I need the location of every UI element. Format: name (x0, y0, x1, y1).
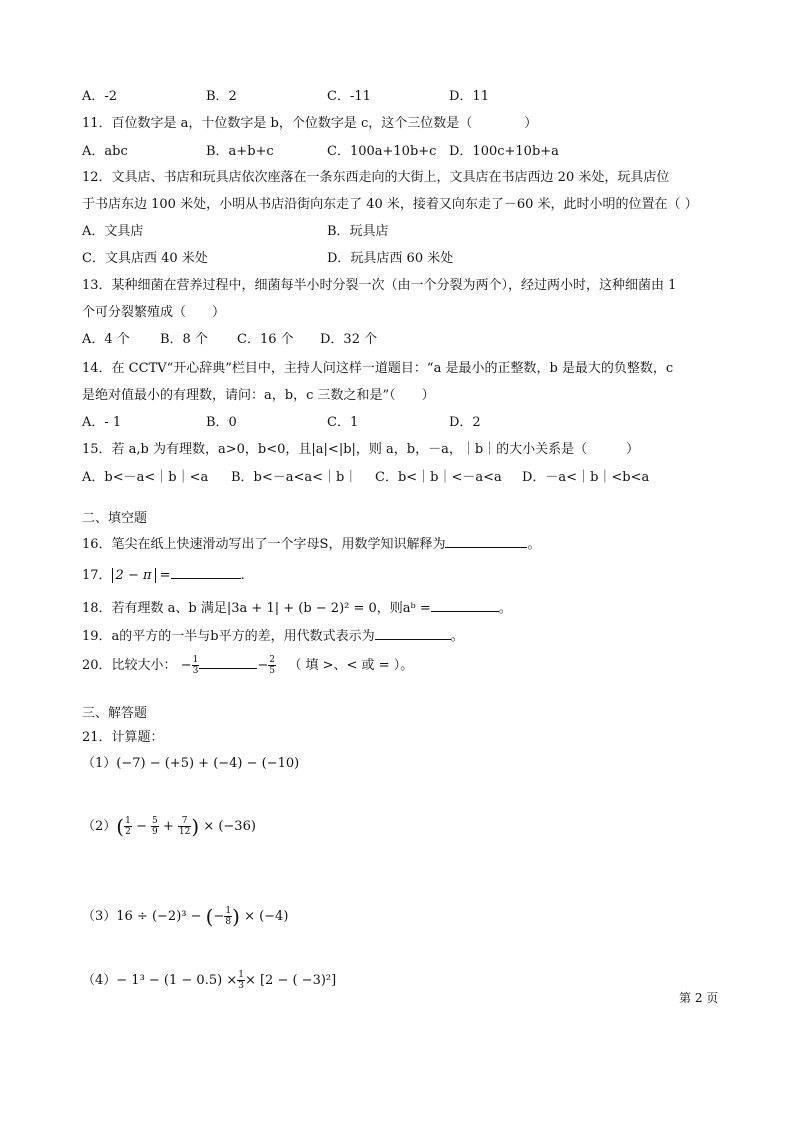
q10-option-c: C．-11 (327, 89, 371, 104)
q18-text: 18．若有理数 a、b 满足|3a + 1| + (b − 2)² = 0，则aᵇ = (82, 601, 431, 616)
q10-option-d: D．11 (449, 89, 489, 104)
q12-option-b: B．玩具店 (327, 224, 389, 239)
q15-option-c: C．b<｜b｜<－a<a (375, 470, 502, 485)
q20-fraction-2-denominator: 5 (269, 666, 275, 676)
q17: 17． 2 − π = . (82, 568, 245, 583)
q21-part-3-label: （3）16 ÷ (−2)³ − (82, 909, 202, 924)
q20 (82, 655, 413, 676)
q16-end: 。 (527, 537, 541, 552)
q20-fraction-1-denominator: 3 (192, 666, 199, 676)
q15-option-b: B．b<－a<a<｜b｜ (231, 470, 358, 485)
q19-answer-blank[interactable] (375, 627, 451, 640)
q15-option-a: A．b<－a<｜b｜<a (82, 470, 209, 485)
q21-part-1: （1）(−7) − (+5) + (−4) − (−10) (82, 756, 300, 771)
q18-end: 。 (498, 601, 512, 616)
q21-part-2: （2）( $\frac{1}{2}$ − $\frac{5}{9}$ + $\frac{7}{12}$ ) × (−36) (82, 814, 256, 839)
q21-part-3: （3）16 ÷ (−2)³ − (− $\frac{1}{8}$ ) × (−4) (82, 904, 289, 929)
q10-option-b: B．2 (206, 89, 237, 104)
q13-option-d: D．32 个 (320, 332, 378, 347)
q14-line-2: 是绝对值最小的有理数，请问：a，b，c 三数之和是”（ ） (82, 388, 435, 403)
q13-option-a: A．4 个 (82, 332, 130, 347)
q13-line-2: 个可分裂繁殖成（ ） (82, 305, 226, 320)
q21-part-3-tail: × (−4) (244, 909, 289, 924)
q21-part-4-tail: × [2 − ( −3)²] (244, 973, 337, 988)
q13-option-b: B．8 个 (160, 332, 208, 347)
q17-expression: 2 − π (112, 568, 156, 583)
q20-fraction-1-numerator: 1 (192, 655, 199, 665)
q12-line-2: 于书店东边 100 米处，小明从书店沿街向东走了 40 米，接着又向东走了－60 米，此时小明的位置在（ ） (82, 197, 698, 212)
q14-option-a: A．- 1 (82, 415, 122, 430)
q21-part-4-label: （4）− 1³ − (1 − 0.5) × (82, 973, 238, 988)
q12-line-1: 12．文具店、书店和玩具店依次座落在一条东西走向的大街上，文具店在书店西边 20 米处，玩具店位 (82, 170, 670, 185)
q14-option-c: C．1 (327, 415, 359, 430)
q21-part-4: （4）− 1³ − (1 − 0.5) × $\frac{1}{3}$ × [2 − ( −3)²] (82, 970, 337, 991)
q12-option-d: D．玩具店西 60 米处 (327, 251, 454, 266)
q21-stem: 21．计算题： (82, 730, 164, 745)
q12-option-c: C．文具店西 40 米处 (82, 251, 208, 266)
section-title-fill-in: 二、填空题 (82, 511, 148, 526)
q12-option-a: A．文具店 (82, 224, 144, 239)
q11-stem: 11．百位数字是 a，十位数字是 b，个位数字是 c，这个三位数是（ ） (82, 116, 538, 131)
q14-option-b: B．0 (206, 415, 237, 430)
q15-stem: 15．若 a,b 为有理数，a>0，b<0，且|a|<|b|，则 a，b，－a，｜b｜的大小关系是（ ） (82, 442, 640, 457)
q21-part-2-label: （2） (82, 819, 117, 834)
q17-answer-blank[interactable] (171, 566, 241, 579)
q14-line-1: 14．在 CCTV“开心辞典”栏目中，主持人问这样一道题目：“a 是最小的正整数，b 是最大的负整数，c (82, 361, 674, 376)
q20-note: （ 填 >、< 或 = ）。 (288, 658, 414, 673)
q11-option-a: A．abc (82, 144, 128, 159)
page-number: 第 2 页 (679, 991, 719, 1005)
q18-answer-blank[interactable] (431, 599, 499, 612)
q20-fraction-2-numerator: 2 (269, 655, 275, 665)
q19-text: 19．a的平方的一半与b平方的差，用代数式表示为 (82, 629, 375, 644)
q14-option-d: D．2 (449, 415, 481, 430)
q20-num: 20．比较大小： (82, 658, 177, 673)
q20-answer-blank[interactable] (199, 656, 257, 669)
q10-option-a: A．-2 (82, 89, 118, 104)
q16 (82, 535, 540, 554)
q17-num: 17． (82, 568, 112, 583)
q20-minus-2: − (257, 658, 269, 673)
q20-fraction-1 (192, 655, 200, 676)
q13-line-1: 13．某种细菌在营养过程中，细菌每半小时分裂一次（由一个分裂为两个），经过两小时，这种细菌由 1 (82, 278, 677, 293)
q11-option-b: B．a+b+c (206, 144, 274, 159)
q17-end: . (240, 568, 245, 583)
q16-text: 16．笔尖在纸上快速滑动写出了一个字母S，用数学知识解释为 (82, 537, 446, 552)
q20-minus-1: − (180, 658, 192, 673)
q11-option-d: D．100c+10b+a (449, 144, 559, 159)
q19 (82, 627, 464, 646)
q20-fraction-2 (268, 655, 276, 676)
q16-answer-blank[interactable] (445, 535, 527, 548)
q11-option-c: C．100a+10b+c (327, 144, 437, 159)
q19-end: 。 (450, 629, 464, 644)
q18 (82, 599, 512, 618)
section-title-solve: 三、解答题 (82, 706, 148, 721)
q15-option-d: D．－a<｜b｜<b<a (522, 470, 650, 485)
q21-part-2-tail: × (−36) (203, 819, 256, 834)
q13-option-c: C．16 个 (237, 332, 294, 347)
